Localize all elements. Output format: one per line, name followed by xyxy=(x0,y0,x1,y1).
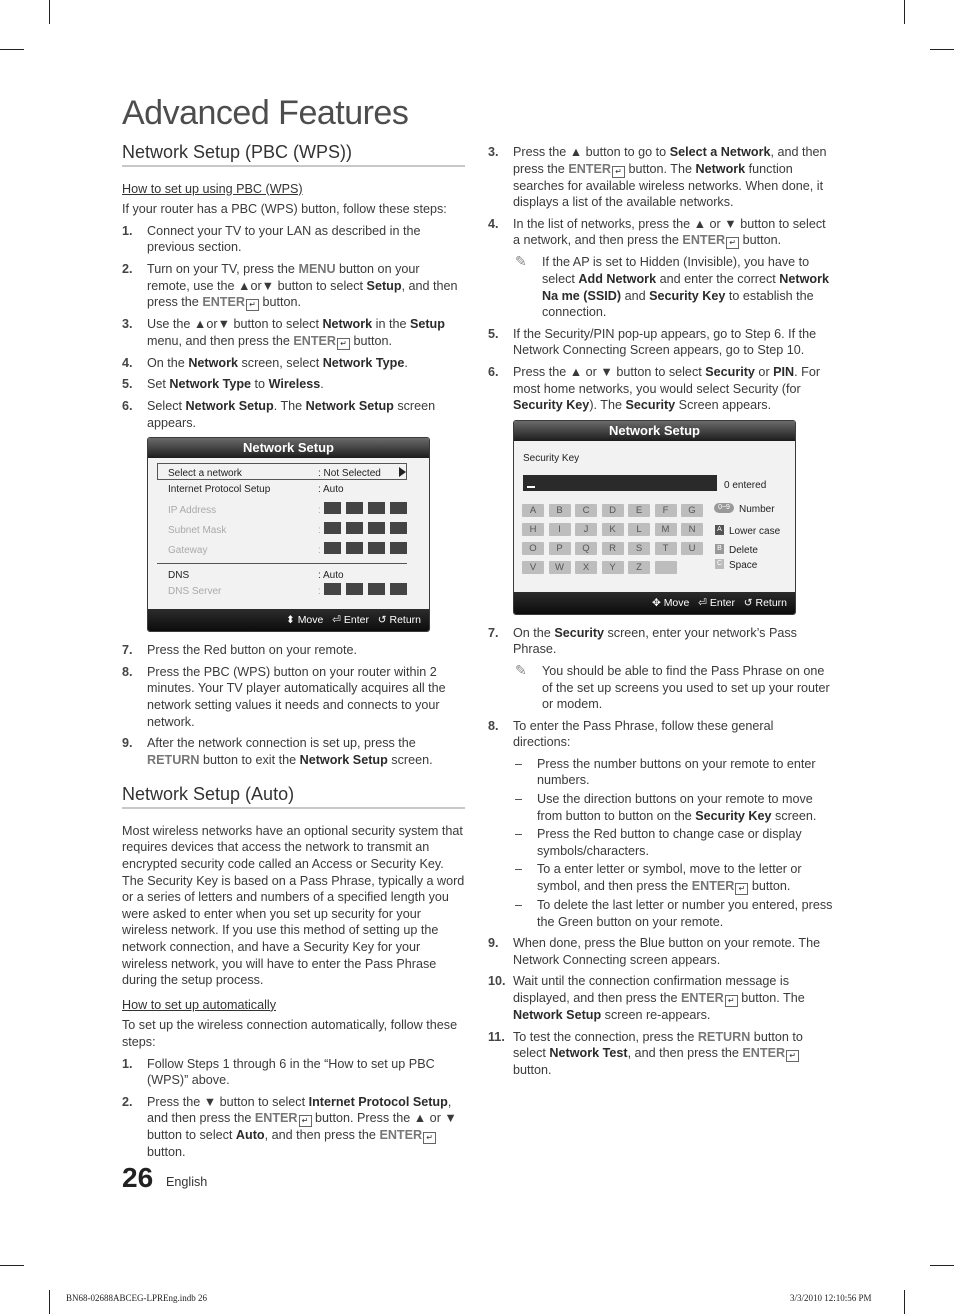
pencil-icon: ✎ xyxy=(515,253,527,270)
lower-case-label: Lower case xyxy=(729,525,781,537)
section-heading-pbc: Network Setup (PBC (WPS)) xyxy=(122,144,465,167)
return-label: Return xyxy=(389,614,421,627)
dash-item: – To a enter letter or symbol, move to the letter or symbol, and then press the ENTER ↵ button. xyxy=(515,862,802,894)
crop-mark xyxy=(0,49,24,50)
colon: : xyxy=(318,505,321,517)
key-button[interactable]: I xyxy=(549,523,571,536)
screen-footer xyxy=(148,609,429,631)
key-button[interactable]: A xyxy=(522,504,544,517)
key-button[interactable]: P xyxy=(549,542,571,555)
red-button-icon: A xyxy=(715,525,724,535)
key-button[interactable]: H xyxy=(522,523,544,536)
colon: : xyxy=(318,525,321,537)
enter-icon: ↵ xyxy=(726,237,739,249)
crop-mark xyxy=(904,1290,905,1314)
yellow-button-icon: C xyxy=(716,559,723,567)
key-button[interactable]: F xyxy=(655,504,677,517)
pbc-intro: If your router has a PBC (WPS) button, follow these steps: xyxy=(122,202,447,217)
key-button[interactable]: L xyxy=(628,523,650,536)
key-button[interactable]: M xyxy=(655,523,677,536)
crop-mark xyxy=(930,1265,954,1266)
list-item: 6. Select Network Setup. The Network Setup screen appears. xyxy=(122,398,436,430)
crop-mark xyxy=(0,1265,24,1266)
subnet-field xyxy=(324,522,341,534)
print-file-info: BN68-02688ABCEG-LPREng.indb 26 xyxy=(66,1293,208,1303)
auto-intro: To set up the wireless connection automatically, follow these steps: xyxy=(122,1018,458,1049)
list-item: 4. In the list of networks, press the ▲ or ▼ button to select a network, and then press the ENTER ↵ button. xyxy=(488,216,826,248)
delete-label: Delete xyxy=(729,544,758,556)
move-label: Move xyxy=(297,614,324,627)
security-key-screen xyxy=(513,420,796,615)
list-item: 2. Turn on your TV, press the MENU button on your remote, use the ▲or▼ button to select Setup, and then press the ENTER ↵ button. xyxy=(122,261,458,310)
list-item: 1. Connect your TV to your LAN as described in the previous section. xyxy=(122,223,421,255)
page-language: English xyxy=(166,1175,208,1189)
enter-label: Enter xyxy=(709,596,735,609)
key-button[interactable]: J xyxy=(575,523,597,536)
list-item: 9. When done, press the Blue button on your remote. The Network Connecting screen appears. xyxy=(488,936,821,967)
list-item: 9. After the network connection is set up, press the RETURN button to exit the Network Setup screen. xyxy=(122,736,433,767)
gateway-field xyxy=(324,542,341,554)
network-setup-screen xyxy=(147,437,430,632)
crop-mark xyxy=(49,1290,50,1314)
page-number: 26 xyxy=(122,1162,154,1193)
key-button[interactable]: N xyxy=(681,523,703,536)
dash-item: – Press the Red button to change case or display symbols/characters. xyxy=(515,827,802,858)
note: ✎ You should be able to find the Pass Phrase on one of the set up screens you used to set up your router or modem. xyxy=(515,661,830,712)
screen-footer xyxy=(514,592,795,614)
list-item: 3. Press the ▲ button to go to Select a Network, and then press the ENTER ↵ button. The Network function searches for available wireless networks. When done, it displays a list of the available networks. xyxy=(488,145,827,210)
screen-title: Network Setup xyxy=(514,421,795,441)
dns-label: DNS xyxy=(168,570,190,582)
list-item: 1. Follow Steps 1 through 6 in the “How to set up PBC (WPS)” above. xyxy=(122,1056,435,1088)
dns-server-label: DNS Server xyxy=(168,586,222,598)
gateway-label: Gateway xyxy=(168,545,208,557)
crop-mark xyxy=(930,49,954,50)
pencil-icon: ✎ xyxy=(515,661,527,678)
section-heading-auto: Network Setup (Auto) xyxy=(122,786,465,809)
gateway-field xyxy=(346,542,363,554)
enter-icon: ⏎ xyxy=(332,614,341,627)
ip-address-label: IP Address xyxy=(168,505,217,517)
subnet-field xyxy=(368,522,385,534)
key-button[interactable]: T xyxy=(655,542,677,555)
list-item: 5. If the Security/PIN pop-up appears, go to Step 6. If the Network Connecting Screen appears, go to Step 10. xyxy=(488,326,817,358)
enter-icon: ↵ xyxy=(786,1050,799,1062)
ips-value: : Auto xyxy=(318,484,344,496)
enter-icon: ↵ xyxy=(337,338,350,350)
key-button[interactable]: B xyxy=(549,504,571,517)
key-button[interactable]: K xyxy=(602,523,624,536)
security-key-label: Security Key xyxy=(523,452,580,464)
updown-icon: ⬍ xyxy=(285,614,295,627)
key-button[interactable]: W xyxy=(549,561,571,574)
return-icon: ↺ xyxy=(743,596,753,609)
enter-icon: ↵ xyxy=(725,995,738,1007)
crop-mark xyxy=(49,0,50,24)
dash-item: – Use the direction buttons on your remote to move from button to button on the Security Key screen. xyxy=(515,792,817,823)
return-icon: ↺ xyxy=(377,614,387,627)
dns-field xyxy=(346,583,363,595)
move-label: Move xyxy=(663,596,690,609)
key-button[interactable]: Q xyxy=(575,542,597,555)
page-title: Advanced Features xyxy=(122,94,409,132)
list-item: 8. Press the PBC (WPS) button on your router within 2 minutes. Your TV player automatically acquires all the network setting values it needs and connects to your network. xyxy=(122,664,446,729)
dpad-icon: ✥ xyxy=(651,596,661,609)
return-label: Return xyxy=(755,596,787,609)
enter-icon: ↵ xyxy=(246,299,259,311)
dns-field xyxy=(368,583,385,595)
subheading-auto: How to set up automatically xyxy=(122,997,276,1012)
subnet-mask-label: Subnet Mask xyxy=(168,525,227,537)
select-network-value: : Not Selected xyxy=(318,468,381,480)
key-button[interactable]: R xyxy=(602,542,624,555)
list-item: 3. Use the ▲or▼ button to select Network in the Setup menu, and then press the ENTER ↵ button. xyxy=(122,317,445,348)
ip-field xyxy=(368,502,385,514)
ip-field xyxy=(390,502,407,514)
number-badge: 0~9 xyxy=(714,503,734,513)
cursor xyxy=(527,486,535,488)
list-item: 11. To test the connection, press the RETURN button to select Network Test, and then press the ENTER ↵ button. xyxy=(488,1029,803,1078)
dns-field xyxy=(324,583,341,595)
list-item: 10. Wait until the connection confirmation message is displayed, and then press the ENTER ↵ button. The Network Setup screen re-appears. xyxy=(488,974,805,1022)
dns-value: : Auto xyxy=(318,570,344,582)
ips-label: Internet Protocol Setup xyxy=(168,484,271,496)
list-item: 6. Press the ▲ or ▼ button to select Security or PIN. For most home networks, you would select Security (for Security Key). The Security Screen appears. xyxy=(488,364,821,413)
right-column xyxy=(488,144,833,1084)
colon: : xyxy=(318,545,321,557)
auto-paragraph: Most wireless networks have an optional security system that requires devices that access the network to transmit an encrypted security code called an Access or Security Key. The Security Key is based on a Pass Phrase, typically a word or a series of letters and numbers of a specified length you were asked to enter when you set up security for your wireless network. If you use this method of setting up the network connection, and have a Security Key for your wireless network, you will have to enter the Pass Phrase during the setup process. xyxy=(122,823,465,988)
entered-count: 0 entered xyxy=(724,479,767,491)
print-timestamp: 3/3/2010 12:10:56 PM xyxy=(790,1293,872,1303)
enter-icon: ↵ xyxy=(612,166,625,178)
note: ✎ If the AP is set to Hidden (Invisible), you have to select Add Network and enter the correct Network Na me (SSID) and Security Key to establish the connection. xyxy=(515,253,829,320)
gateway-field xyxy=(390,542,407,554)
screen-title: Network Setup xyxy=(148,438,429,458)
key-button[interactable]: Y xyxy=(602,561,624,574)
key-button[interactable]: C xyxy=(575,504,597,517)
key-button[interactable]: D xyxy=(602,504,624,517)
enter-label: Enter xyxy=(343,614,369,627)
ip-field xyxy=(324,502,341,514)
enter-icon: ↵ xyxy=(735,883,748,895)
select-network-label: Select a network xyxy=(168,468,242,480)
key-button[interactable]: E xyxy=(628,504,650,517)
divider xyxy=(157,563,407,564)
left-column xyxy=(122,144,465,1166)
key-button[interactable]: X xyxy=(575,561,597,574)
number-label: Number xyxy=(739,503,775,515)
crop-mark xyxy=(904,0,905,24)
key-button[interactable]: O xyxy=(522,542,544,555)
subnet-field xyxy=(390,522,407,534)
enter-icon: ↵ xyxy=(423,1132,436,1144)
key-button[interactable]: Z xyxy=(628,561,650,574)
key-button[interactable]: V xyxy=(522,561,544,574)
colon: : xyxy=(318,586,321,598)
key-button[interactable]: S xyxy=(628,542,650,555)
subnet-field xyxy=(346,522,363,534)
dash-item: – Press the number buttons on your remote to enter numbers. xyxy=(515,756,816,788)
gateway-field xyxy=(368,542,385,554)
ip-field xyxy=(346,502,363,514)
list-item: 2. Press the ▼ button to select Internet Protocol Setup, and then press the ENTER ↵ button. Press the ▲ or ▼ button to select Auto, and then press the ENTER ↵ button. xyxy=(122,1094,457,1160)
key-button[interactable] xyxy=(655,561,677,574)
arrow-right-icon xyxy=(399,467,406,477)
list-item: 7. Press the Red button on your remote. xyxy=(122,643,358,658)
security-key-input[interactable] xyxy=(523,475,717,491)
key-button[interactable]: U xyxy=(681,542,703,555)
list-item: 8. To enter the Pass Phrase, follow these general directions: xyxy=(488,718,774,750)
list-item: 7. On the Security screen, enter your network’s Pass Phrase. xyxy=(488,625,797,657)
green-button-icon: B xyxy=(715,544,724,554)
enter-icon: ⏎ xyxy=(698,596,707,609)
dns-field xyxy=(390,583,407,595)
dash-item: – To delete the last letter or number you entered, press the Green button on your remote. xyxy=(515,898,833,929)
subheading-pbc: How to set up using PBC (WPS) xyxy=(122,181,303,196)
space-label: Space xyxy=(729,559,758,571)
key-button[interactable]: G xyxy=(681,504,703,517)
enter-icon: ↵ xyxy=(299,1115,312,1127)
list-item: 5. Set Network Type to Wireless. xyxy=(122,377,324,392)
list-item: 4. On the Network screen, select Network Type. xyxy=(122,355,408,370)
